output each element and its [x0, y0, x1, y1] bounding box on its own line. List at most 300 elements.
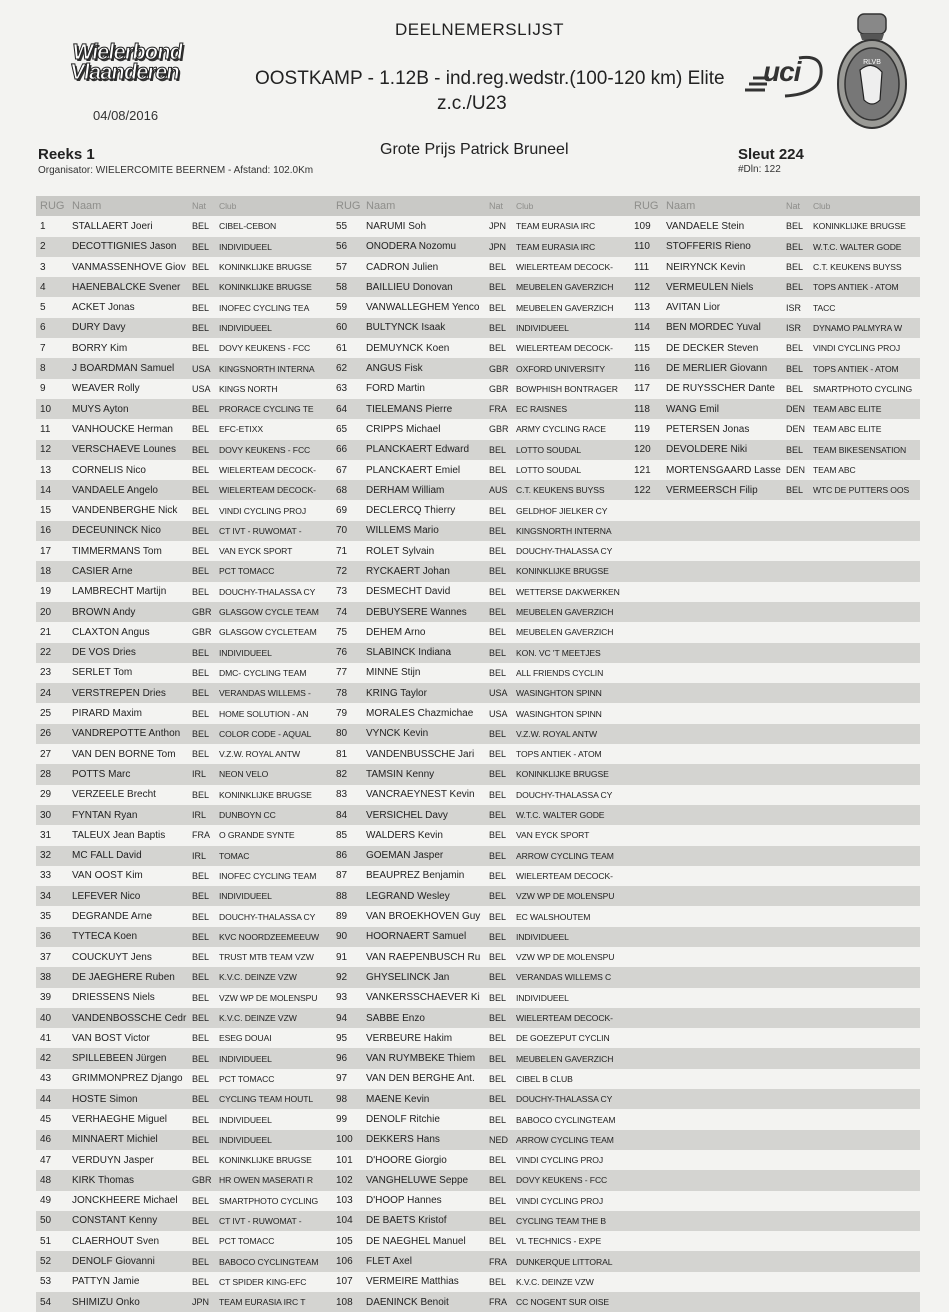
rider-name: CADRON Julien: [366, 261, 439, 273]
rider-nat: BEL: [192, 525, 210, 536]
rider-name: VANKERSSCHAEVER Ki: [366, 992, 480, 1004]
table-row: [36, 622, 332, 642]
rider-name: WANG Emil: [666, 403, 719, 415]
rider-nat: BEL: [192, 1155, 210, 1166]
table-row: [36, 216, 332, 236]
table-row: [36, 785, 332, 805]
rider-name: WALDERS Kevin: [366, 829, 443, 841]
table-row: [36, 460, 332, 480]
rider-nat: BEL: [192, 1276, 210, 1287]
rider-nat: BEL: [192, 586, 210, 597]
rider-nat: IRL: [192, 850, 207, 861]
race-name: Grote Prijs Patrick Bruneel: [380, 141, 569, 158]
document-date: 04/08/2016: [93, 108, 159, 123]
rider-rug: 116: [634, 363, 650, 375]
rider-rug: 26: [40, 728, 52, 740]
rider-club: O GRANDE SYNTE: [219, 830, 295, 841]
table-row: [36, 1272, 332, 1292]
rider-club: DOUCHY-THALASSA CY: [219, 586, 316, 597]
table-row: [630, 399, 920, 419]
rider-name: DRIESSENS Niels: [72, 992, 155, 1004]
rider-nat: BEL: [489, 586, 507, 597]
rider-name: D'HOOP Hannes: [366, 1195, 442, 1207]
table-row: [332, 460, 630, 480]
rider-name: PLANCKAERT Emiel: [366, 464, 461, 476]
rider-nat: BEL: [192, 566, 210, 577]
rider-nat: BEL: [192, 322, 210, 333]
rider-rug: 33: [40, 870, 52, 882]
header-naam: Naam: [366, 200, 396, 213]
rider-club: WIELERTEAM DECOCK-: [219, 485, 316, 496]
rider-rug: 30: [40, 809, 52, 821]
rider-rug: 9: [40, 383, 46, 395]
rider-name: SABBE Enzo: [366, 1012, 425, 1024]
table-row: [36, 1130, 332, 1150]
rider-club: COLOR CODE - AQUAL: [219, 728, 312, 739]
rider-nat: BEL: [489, 972, 507, 983]
rider-name: MORTENSGAARD Lasse: [666, 464, 781, 476]
rider-club: VINDI CYCLING PROJ: [813, 343, 901, 354]
rider-club: HR OWEN MASERATI R: [219, 1175, 314, 1186]
rider-rug: 111: [634, 261, 650, 273]
rider-club: WIELERTEAM DECOCK-: [516, 870, 613, 881]
table-row: [332, 582, 630, 602]
document-title: DEELNEMERSLIJST: [395, 20, 565, 39]
rider-nat: DEN: [786, 424, 806, 435]
rider-club: NEON VELO: [219, 769, 269, 780]
rider-name: DE RUYSSCHER Dante: [666, 383, 775, 395]
rider-rug: 102: [336, 1174, 353, 1186]
table-header-row: [630, 196, 920, 216]
rider-name: DECOTTIGNIES Jason: [72, 241, 177, 253]
rider-name: STOFFERIS Rieno: [666, 241, 751, 253]
rider-nat: BEL: [786, 444, 804, 455]
rider-rug: 90: [336, 931, 348, 943]
rider-nat: BEL: [192, 1114, 210, 1125]
rider-rug: 96: [336, 1053, 348, 1065]
rider-name: JONCKHEERE Michael: [72, 1195, 178, 1207]
rider-rug: 76: [336, 647, 348, 659]
rider-club: DUNKERQUE LITTORAL: [516, 1256, 613, 1267]
rider-nat: BEL: [489, 952, 507, 963]
rider-rug: 84: [336, 809, 348, 821]
rider-club: CIBEL B CLUB: [516, 1073, 573, 1084]
rider-name: VERSCHAEVE Lounes: [72, 444, 176, 456]
empty-row: [630, 906, 920, 926]
rider-club: TEAM EURASIA IRC: [516, 221, 596, 232]
rider-nat: BEL: [192, 789, 210, 800]
rider-name: ROLET Sylvain: [366, 545, 435, 557]
rider-nat: USA: [192, 363, 211, 374]
rider-nat: BEL: [192, 952, 210, 963]
rider-club: CT SPIDER KING-EFC: [219, 1276, 307, 1287]
rider-name: FLET Axel: [366, 1256, 412, 1268]
table-row: [332, 277, 630, 297]
rider-rug: 93: [336, 992, 348, 1004]
rider-club: PCT TOMACC: [219, 1073, 275, 1084]
rider-nat: BEL: [786, 282, 804, 293]
rider-rug: 107: [336, 1276, 353, 1288]
rider-club: K.V.C. DEINZE VZW: [219, 1013, 297, 1024]
rider-name: DEGRANDE Arne: [72, 911, 153, 923]
table-row: [36, 1089, 332, 1109]
rider-club: K.V.C. DEINZE VZW: [516, 1276, 594, 1287]
rider-nat: BEL: [192, 1053, 210, 1064]
rider-name: BULTYNCK Isaak: [366, 322, 446, 334]
rider-rug: 14: [40, 484, 52, 496]
rider-nat: BEL: [192, 424, 210, 435]
rider-rug: 82: [336, 768, 348, 780]
table-row: [332, 440, 630, 460]
rider-club: WASINGHTON SPINN: [516, 708, 602, 719]
rider-name: VAN BROEKHOVEN Guy: [366, 911, 481, 923]
empty-row: [630, 500, 920, 520]
table-row: [332, 724, 630, 744]
reeks-label: Reeks 1: [38, 146, 95, 163]
table-row: [332, 825, 630, 845]
rider-nat: JPN: [489, 241, 507, 252]
rider-rug: 28: [40, 768, 52, 780]
rider-nat: BEL: [192, 1094, 210, 1105]
rider-name: TYTECA Koen: [72, 931, 138, 943]
header-naam: Naam: [666, 200, 696, 213]
rider-nat: BEL: [489, 1094, 507, 1105]
rider-name: VERBEURE Hakim: [366, 1032, 453, 1044]
rider-club: DOUCHY-THALASSA CY: [516, 1094, 613, 1105]
rider-rug: 58: [336, 281, 348, 293]
rider-club: DUNBOYN CC: [219, 810, 276, 821]
table-row: [332, 886, 630, 906]
rider-club: INDIVIDUEEL: [219, 1114, 272, 1125]
rider-nat: BEL: [192, 282, 210, 293]
table-row: [630, 277, 920, 297]
rider-rug: 69: [336, 505, 348, 517]
rider-nat: FRA: [489, 404, 507, 415]
empty-row: [630, 1008, 920, 1028]
rider-club: BOWPHISH BONTRAGER: [516, 383, 618, 394]
table-row: [332, 1170, 630, 1190]
rider-name: SLABINCK Indiana: [366, 647, 452, 659]
table-row: [36, 643, 332, 663]
rider-club: C.T. KEUKENS BUYSS: [516, 485, 605, 496]
table-row: [332, 297, 630, 317]
header-nat: Nat: [489, 201, 504, 212]
race-line-1: OOSTKAMP - 1.12B - ind.reg.wedstr.(100-120 km) Elite: [255, 68, 725, 89]
rider-rug: 38: [40, 971, 52, 983]
rider-nat: BEL: [489, 931, 507, 942]
rider-nat: BEL: [489, 830, 507, 841]
uci-logo: [745, 50, 825, 98]
rider-nat: BEL: [192, 302, 210, 313]
rider-rug: 50: [40, 1215, 52, 1227]
rider-nat: BEL: [489, 1236, 507, 1247]
rider-rug: 37: [40, 951, 52, 963]
empty-row: [630, 1109, 920, 1129]
table-row: [332, 947, 630, 967]
rider-name: VANDREPOTTE Anthon: [72, 728, 181, 740]
rider-club: K.V.C. DEINZE VZW: [219, 972, 297, 983]
rider-nat: BEL: [489, 1073, 507, 1084]
rider-name: FYNTAN Ryan: [72, 809, 138, 821]
table-row: [332, 1272, 630, 1292]
rider-rug: 103: [336, 1195, 353, 1207]
rider-club: MEUBELEN GAVERZICH: [516, 282, 614, 293]
rider-club: WIELERTEAM DECOCK-: [516, 343, 613, 354]
rider-name: LEGRAND Wesley: [366, 890, 450, 902]
table-row: [36, 297, 332, 317]
table-row: [36, 927, 332, 947]
rider-name: ACKET Jonas: [72, 302, 135, 314]
rider-nat: BEL: [489, 911, 507, 922]
table-row: [36, 764, 332, 784]
rider-nat: BEL: [786, 383, 804, 394]
table-row: [332, 521, 630, 541]
rider-nat: BEL: [489, 322, 507, 333]
rider-rug: 51: [40, 1235, 52, 1247]
rider-club: CIBEL-CEBON: [219, 221, 277, 232]
rider-name: CASIER Arne: [72, 565, 133, 577]
empty-row: [630, 1130, 920, 1150]
rider-name: VAN RAEPENBUSCH Ru: [366, 951, 481, 963]
rider-club: GLASGOW CYCLETEAM: [219, 627, 317, 638]
empty-row: [630, 703, 920, 723]
table-row: [332, 927, 630, 947]
table-row: [332, 663, 630, 683]
rider-name: FORD Martin: [366, 383, 425, 395]
rider-rug: 99: [336, 1114, 348, 1125]
rider-rug: 3: [40, 261, 46, 273]
table-row: [36, 277, 332, 297]
rider-nat: BEL: [192, 1013, 210, 1024]
rider-club: VERANDAS WILLEMS C: [516, 972, 612, 983]
rider-club: TOPS ANTIEK - ATOM: [813, 282, 899, 293]
rider-name: LAMBRECHT Martijn: [72, 586, 167, 598]
rider-rug: 67: [336, 464, 348, 476]
rider-nat: DEN: [786, 404, 806, 415]
rider-rug: 20: [40, 606, 52, 618]
rider-name: VANDENBERGHE Nick: [72, 505, 178, 517]
rider-club: EC WALSHOUTEM: [516, 911, 591, 922]
rider-rug: 42: [40, 1053, 52, 1065]
table-row: [36, 663, 332, 683]
rider-rug: 78: [336, 687, 348, 699]
logo-line-1: Wielerbond: [70, 39, 185, 64]
rider-rug: 95: [336, 1032, 348, 1044]
empty-row: [630, 988, 920, 1008]
rider-club: INDIVIDUEEL: [219, 1134, 272, 1145]
rlvb-logo-text: RLVB: [863, 59, 881, 66]
rider-name: WILLEMS Mario: [366, 525, 439, 537]
rider-nat: BEL: [489, 1053, 507, 1064]
table-row: [630, 358, 920, 378]
table-row: [36, 988, 332, 1008]
rider-nat: BEL: [489, 1175, 507, 1186]
rider-club: CYCLING TEAM THE B: [516, 1215, 607, 1226]
table-row: [630, 318, 920, 338]
rider-nat: BEL: [192, 647, 210, 658]
table-row: [332, 683, 630, 703]
table-row: [332, 379, 630, 399]
rider-club: VAN EYCK SPORT: [516, 830, 590, 841]
rider-club: VINDI CYCLING PROJ: [219, 505, 307, 516]
table-row: [36, 480, 332, 500]
table-row: [332, 764, 630, 784]
rider-name: NEIRYNCK Kevin: [666, 261, 746, 273]
table-row: [36, 1028, 332, 1048]
rider-nat: BEL: [192, 485, 210, 496]
rider-nat: BEL: [489, 789, 507, 800]
table-row: [630, 440, 920, 460]
empty-row: [630, 724, 920, 744]
rider-rug: 23: [40, 667, 52, 679]
rider-name: VERSTREPEN Dries: [72, 687, 166, 699]
table-row: [332, 906, 630, 926]
rider-name: VAN BOST Victor: [72, 1032, 150, 1044]
rider-rug: 12: [40, 444, 52, 456]
rider-club: CC NOGENT SUR OISE: [516, 1297, 610, 1308]
rider-name: DERHAM William: [366, 484, 445, 496]
header-nat: Nat: [192, 201, 207, 212]
rider-club: SMARTPHOTO CYCLING: [219, 1195, 319, 1206]
table-row: [332, 1292, 630, 1312]
empty-row: [630, 785, 920, 805]
empty-row: [630, 1251, 920, 1271]
rider-club: ALL FRIENDS CYCLIN: [516, 667, 604, 678]
header-rug: RUG: [40, 200, 65, 213]
rider-nat: USA: [489, 688, 508, 699]
table-row: [332, 1231, 630, 1251]
rider-club: TEAM ABC ELITE: [813, 404, 882, 415]
rider-nat: BEL: [192, 444, 210, 455]
rider-club: MEUBELEN GAVERZICH: [516, 1053, 614, 1064]
rider-nat: BEL: [192, 708, 210, 719]
rider-nat: JPN: [489, 221, 507, 232]
rider-rug: 27: [40, 748, 52, 760]
rider-rug: 77: [336, 667, 348, 679]
empty-row: [630, 663, 920, 683]
rider-name: SHIMIZU Onko: [72, 1296, 140, 1308]
empty-row: [630, 886, 920, 906]
empty-row: [630, 521, 920, 541]
table-row: [630, 460, 920, 480]
rider-rug: 47: [40, 1154, 52, 1166]
rider-club: DOVY KEUKENS - FCC: [219, 444, 311, 455]
rider-nat: BEL: [786, 363, 804, 374]
table-row: [36, 1231, 332, 1251]
rider-nat: FRA: [489, 1256, 507, 1267]
table-header-row: [36, 196, 332, 216]
header-club: Club: [219, 201, 237, 212]
rider-name: DE DECKER Steven: [666, 342, 759, 354]
rider-nat: BEL: [192, 1033, 210, 1044]
rider-nat: FRA: [489, 1297, 507, 1308]
table-row: [36, 1292, 332, 1312]
rider-club: TACC: [813, 302, 836, 313]
rider-rug: 32: [40, 850, 52, 862]
rider-rug: 24: [40, 687, 52, 699]
rider-club: DMC- CYCLING TEAM: [219, 667, 307, 678]
rider-club: DYNAMO PALMYRA W: [813, 322, 902, 333]
rider-rug: 85: [336, 829, 348, 841]
rider-nat: BEL: [489, 769, 507, 780]
rider-club: WASINGHTON SPINN: [516, 688, 602, 699]
rider-rug: 22: [40, 647, 52, 659]
table-row: [332, 1130, 630, 1150]
rider-club: INDIVIDUEEL: [219, 891, 272, 902]
rider-name: COUCKUYT Jens: [72, 951, 152, 963]
table-column-a: [36, 196, 332, 1312]
rider-name: DURY Davy: [72, 322, 126, 334]
rider-name: CLAXTON Angus: [72, 626, 150, 638]
rider-nat: BEL: [489, 546, 507, 557]
rider-name: MAENE Kevin: [366, 1093, 430, 1105]
rider-club: VINDI CYCLING PROJ: [516, 1195, 604, 1206]
rider-nat: BEL: [192, 1215, 210, 1226]
rider-name: VANGHELUWE Seppe: [366, 1174, 469, 1186]
rider-nat: BEL: [192, 262, 210, 273]
rider-rug: 65: [336, 423, 348, 435]
rider-name: DE NAEGHEL Manuel: [366, 1235, 466, 1247]
rider-nat: BEL: [489, 465, 507, 475]
rider-name: WEAVER Rolly: [72, 383, 140, 395]
rider-nat: BEL: [489, 505, 507, 516]
rider-name: MINNE Stijn: [366, 667, 421, 679]
table-row: [332, 216, 630, 236]
rider-name: VAN DEN BERGHE Ant.: [366, 1073, 475, 1085]
rider-club: BABOCO CYCLINGTEAM: [219, 1256, 319, 1267]
rider-rug: 19: [40, 586, 52, 598]
rider-rug: 62: [336, 363, 348, 375]
rider-rug: 86: [336, 850, 348, 862]
table-row: [630, 257, 920, 277]
rider-club: TEAM ABC ELITE: [813, 424, 882, 435]
rider-name: VERMEULEN Niels: [666, 281, 754, 293]
rider-rug: 11: [40, 423, 51, 435]
rider-rug: 44: [40, 1093, 52, 1105]
rider-rug: 83: [336, 789, 348, 801]
rider-rug: 110: [634, 241, 650, 253]
table-row: [332, 1028, 630, 1048]
rider-rug: 68: [336, 484, 348, 496]
rider-nat: BEL: [489, 870, 507, 881]
rider-club: KINGSNORTH INTERNA: [516, 525, 612, 536]
rider-nat: BEL: [489, 1033, 507, 1044]
rider-rug: 113: [634, 302, 650, 314]
rider-club: INDIVIDUEEL: [219, 322, 272, 333]
rider-name: HAENEBALCKE Svener: [72, 281, 181, 293]
rider-rug: 53: [40, 1276, 52, 1288]
rider-name: VERMEERSCH Filip: [666, 484, 758, 496]
rider-name: MINNAERT Michiel: [72, 1134, 158, 1146]
table-row: [332, 500, 630, 520]
rider-name: TIMMERMANS Tom: [72, 545, 162, 557]
table-row: [36, 1170, 332, 1190]
rider-name: BEAUPREZ Benjamin: [366, 870, 465, 882]
rider-club: V.Z.W. ROYAL ANTW: [516, 728, 598, 739]
rider-nat: NED: [489, 1134, 509, 1145]
rider-nat: BEL: [192, 931, 210, 942]
rider-rug: 10: [40, 403, 52, 415]
rider-club: KONINKLIJKE BRUGSE: [219, 262, 312, 273]
rider-club: INDIVIDUEEL: [516, 992, 569, 1003]
rider-nat: BEL: [192, 911, 210, 922]
table-row: [36, 1109, 332, 1129]
rider-club: EFC-ETIXX: [219, 424, 263, 435]
rider-name: CLAERHOUT Sven: [72, 1235, 160, 1247]
rider-club: DOUCHY-THALASSA CY: [219, 911, 316, 922]
rider-name: DECLERCQ Thierry: [366, 505, 456, 517]
table-row: [36, 440, 332, 460]
